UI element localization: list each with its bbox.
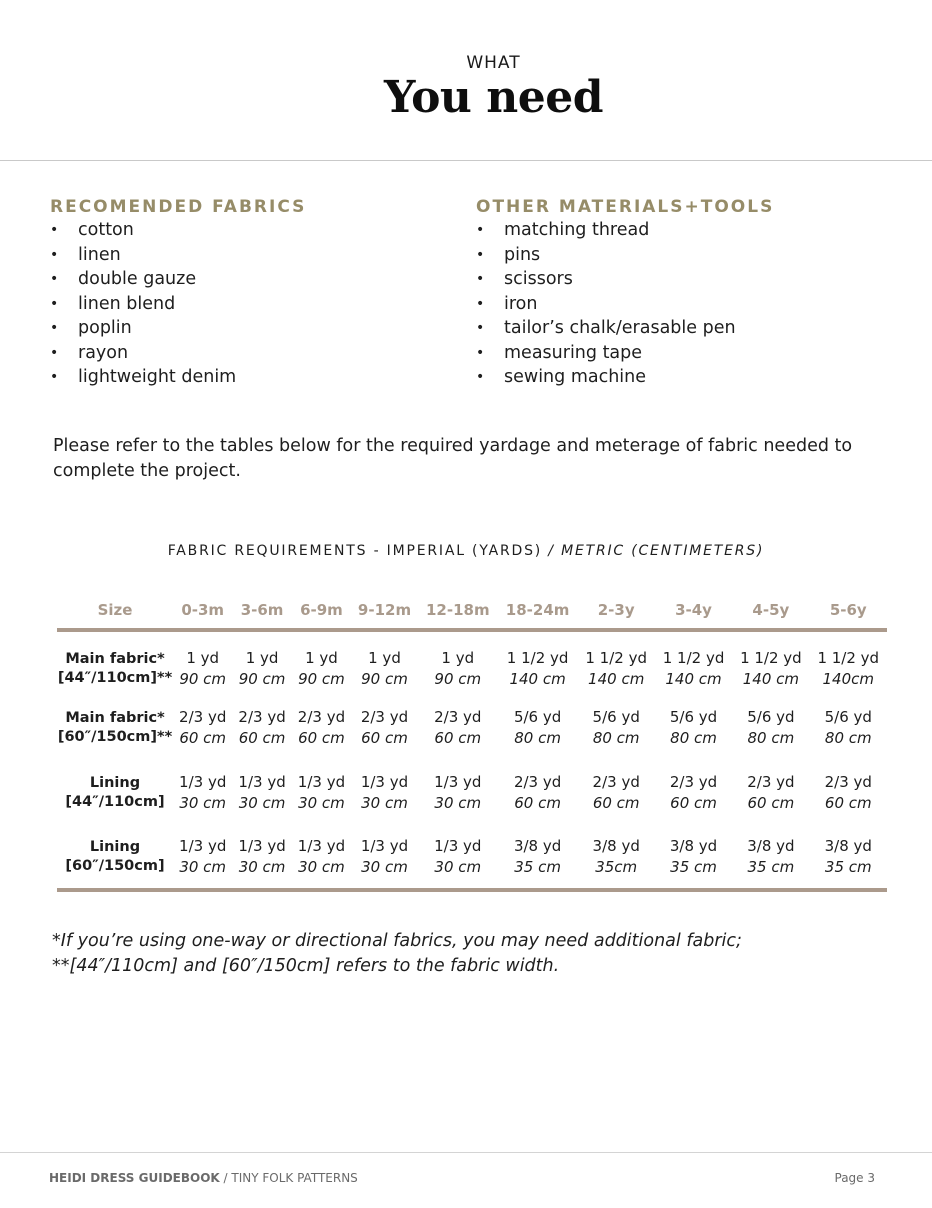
yardage-value: 1/3 yd (297, 836, 346, 855)
list-item-text: linen blend (78, 293, 176, 314)
column-header-age: 4-5y (752, 601, 790, 619)
table-cell (173, 695, 232, 760)
section-kicker: WHAT (466, 53, 521, 73)
yardage-value: 1 1/2 yd (506, 648, 569, 667)
metric-value: 90 cm (298, 669, 345, 688)
metric-value: 60 cm (747, 793, 795, 812)
table-cell (351, 630, 418, 695)
metric-value: 60 cm (238, 728, 286, 747)
yardage-value: 1/3 yd (238, 836, 286, 855)
metric-value: 80 cm (747, 728, 795, 747)
yardage-value: 1 1/2 yd (585, 648, 647, 667)
table-cell (498, 695, 578, 760)
row-label (57, 825, 173, 890)
yardage-value: 3/8 yd (592, 836, 640, 855)
row-label (57, 695, 173, 760)
table-cell (732, 695, 809, 760)
footer-brand: TINY FOLK PATTERNS (231, 1171, 358, 1185)
metric-value: 35 cm (747, 857, 795, 876)
list-item (50, 218, 306, 243)
list-item (476, 365, 774, 390)
table-cell (578, 630, 655, 695)
metric-value: 30 cm (361, 793, 408, 812)
table-cell (292, 695, 351, 760)
column-header-age: 9-12m (357, 601, 412, 619)
yardage-value: 2/3 yd (669, 772, 718, 791)
bullet-icon: • (50, 369, 59, 385)
table-row (57, 630, 887, 695)
metric-value: 30 cm (434, 793, 482, 812)
footer-divider (0, 1152, 932, 1153)
column-header-age: 18-24m (505, 601, 570, 619)
table-cell (810, 760, 887, 825)
row-label-name: Main fabric* (65, 709, 165, 726)
row-label-width: [44″/110cm]** (57, 669, 173, 686)
table-cell (810, 825, 887, 890)
table-cell (578, 825, 655, 890)
metric-value: 60 cm (670, 793, 717, 812)
yardage-value: 2/3 yd (513, 772, 562, 791)
yardage-value: 5/6 yd (824, 707, 872, 726)
metric-value: 60 cm (298, 728, 345, 747)
yardage-value: 5/6 yd (747, 707, 795, 726)
table-cell (418, 760, 498, 825)
yardage-value: 1 yd (368, 648, 401, 667)
metric-value: 140cm (822, 669, 875, 688)
page-number: Page 3 (834, 1171, 875, 1185)
list-item (50, 267, 306, 292)
page-title: You need (384, 72, 603, 123)
metric-value: 30 cm (179, 793, 227, 812)
metric-value: 140 cm (588, 669, 645, 688)
table-cell (292, 760, 351, 825)
list-item-text: linen (78, 244, 121, 265)
list-item (50, 341, 306, 366)
fabric-requirements-table (57, 592, 887, 892)
yardage-value: 2/3 yd (434, 707, 482, 726)
table-cell (292, 630, 351, 695)
metric-value: 90 cm (238, 669, 286, 688)
yardage-value: 2/3 yd (360, 707, 409, 726)
bullet-icon: • (476, 369, 485, 385)
column-header-age: 5-6y (829, 601, 867, 619)
yardage-value: 2/3 yd (824, 772, 872, 791)
table-cell (173, 630, 232, 695)
list-item (50, 365, 306, 390)
metric-value: 140 cm (742, 669, 799, 688)
metric-value: 30 cm (298, 857, 345, 876)
materials-tools-section (476, 197, 774, 390)
yardage-value: 2/3 yd (592, 772, 640, 791)
metric-value: 35 cm (514, 857, 561, 876)
bullet-icon: • (476, 320, 485, 336)
column-header-age: 2-3y (597, 601, 635, 619)
table-cell (655, 630, 732, 695)
yardage-value: 5/6 yd (513, 707, 562, 726)
yardage-value: 1/3 yd (434, 836, 482, 855)
list-item-text: rayon (78, 342, 129, 363)
table-cell (232, 825, 291, 890)
list-item-text: pins (504, 244, 541, 265)
table-cell (351, 695, 418, 760)
metric-value: 80 cm (824, 728, 872, 747)
recommended-fabrics-section (50, 197, 306, 390)
row-label (57, 630, 173, 695)
bullet-icon: • (50, 246, 59, 263)
yardage-value: 1/3 yd (360, 772, 409, 791)
metric-value: 90 cm (179, 669, 227, 688)
metric-value: 30 cm (179, 857, 227, 876)
metric-value: 35 cm (824, 857, 872, 876)
table-cell (578, 695, 655, 760)
list-item-text: matching thread (504, 220, 650, 240)
metric-value: 80 cm (592, 728, 640, 747)
table-cell (232, 695, 291, 760)
table-header-row (57, 592, 887, 630)
list-item-text: lightweight denim (78, 367, 237, 387)
metric-value: 30 cm (238, 793, 286, 812)
list-item-text: scissors (504, 269, 573, 289)
table-cell (173, 760, 232, 825)
yardage-value: 5/6 yd (592, 707, 640, 726)
yardage-value: 1 1/2 yd (817, 648, 880, 667)
yardage-value: 1 1/2 yd (662, 648, 725, 667)
metric-value: 60 cm (179, 728, 227, 747)
metric-value: 35 cm (670, 857, 717, 876)
table-cell (418, 630, 498, 695)
intro-paragraph: Please refer to the tables below for the required yardage and meterage of fabric needed to complete the project. (53, 436, 853, 481)
list-item-text: sewing machine (504, 367, 647, 387)
list-item (50, 243, 306, 268)
table-cell (418, 695, 498, 760)
footer-title (49, 1171, 358, 1185)
metric-value: 60 cm (824, 793, 872, 812)
yardage-value: 1/3 yd (434, 772, 482, 791)
row-label-name: Lining (89, 774, 141, 791)
column-header-size: Size (97, 601, 133, 619)
row-label (57, 760, 173, 825)
list-item-text: iron (504, 293, 538, 314)
table-cell (498, 760, 578, 825)
list-item-text: double gauze (78, 269, 197, 289)
yardage-value: 5/6 yd (669, 707, 718, 726)
footnote-line-2: **[44″/110cm] and [60″/150cm] refers to the fabric width. (52, 956, 560, 976)
metric-value: 140 cm (509, 669, 566, 688)
bullet-icon: • (476, 344, 485, 361)
table-title-metric: / METRIC (CENTIMETERS) (548, 543, 765, 559)
yardage-value: 1 yd (441, 648, 475, 667)
metric-value: 30 cm (434, 857, 482, 876)
list-item (476, 218, 774, 243)
table-cell (232, 760, 291, 825)
table-cell (498, 630, 578, 695)
table-cell (810, 630, 887, 695)
yardage-value: 2/3 yd (747, 772, 795, 791)
yardage-value: 2/3 yd (297, 707, 346, 726)
list-item-text: tailor’s chalk/erasable pen (504, 318, 736, 338)
table-cell (655, 825, 732, 890)
table-cell (578, 760, 655, 825)
table-cell (173, 825, 232, 890)
yardage-value: 1/3 yd (238, 772, 286, 791)
yardage-value: 3/8 yd (824, 836, 872, 855)
table-row (57, 695, 887, 760)
metric-value: 60 cm (434, 728, 482, 747)
row-label-name: Lining (89, 838, 141, 855)
bullet-icon: • (476, 246, 485, 263)
table-cell (351, 825, 418, 890)
column-header-age: 6-9m (300, 601, 343, 619)
metric-value: 30 cm (298, 793, 345, 812)
column-header-age: 3-6m (240, 601, 284, 619)
bullet-icon: • (50, 320, 59, 336)
row-label-width: [44″/110cm] (65, 793, 165, 810)
materials-tools-list (476, 218, 774, 390)
list-item (476, 341, 774, 366)
metric-value: 35cm (595, 857, 638, 876)
column-header-age: 12-18m (425, 601, 490, 619)
table-cell (232, 630, 291, 695)
footnote-line-1: *If you’re using one-way or directional fabrics, you may need additional fabric; (52, 931, 742, 951)
table-cell (655, 760, 732, 825)
metric-value: 30 cm (361, 857, 408, 876)
bullet-icon: • (476, 295, 485, 312)
metric-value: 90 cm (434, 669, 482, 688)
column-header-age: 3-4y (675, 601, 712, 619)
header-divider (0, 160, 932, 161)
table-cell (292, 825, 351, 890)
metric-value: 140 cm (665, 669, 722, 688)
row-label-width: [60″/150cm]** (57, 728, 173, 745)
table-cell (655, 695, 732, 760)
table-cell (498, 825, 578, 890)
footnote (52, 929, 892, 979)
row-label-width: [60″/150cm] (65, 857, 165, 874)
recommended-fabrics-list (50, 218, 306, 390)
list-item (50, 292, 306, 317)
table-cell (732, 825, 809, 890)
table-title-imperial: FABRIC REQUIREMENTS - IMPERIAL (YARDS) (167, 543, 543, 559)
metric-value: 60 cm (592, 793, 640, 812)
materials-tools-heading: OTHER MATERIALS+TOOLS (476, 197, 775, 217)
column-header-age: 0-3m (181, 601, 225, 619)
list-item (476, 267, 774, 292)
metric-value: 90 cm (361, 669, 408, 688)
table-cell (418, 825, 498, 890)
yardage-value: 1 yd (245, 648, 279, 667)
yardage-value: 1/3 yd (297, 772, 346, 791)
yardage-value: 1 1/2 yd (740, 648, 802, 667)
list-item (476, 243, 774, 268)
yardage-value: 1/3 yd (360, 836, 409, 855)
list-item (50, 316, 306, 341)
table-cell (732, 630, 809, 695)
list-item (476, 292, 774, 317)
yardage-value: 3/8 yd (513, 836, 562, 855)
yardage-value: 1/3 yd (179, 772, 227, 791)
list-item-text: measuring tape (504, 342, 643, 363)
bullet-icon: • (50, 295, 59, 312)
bullet-icon: • (476, 271, 485, 287)
table-cell (810, 695, 887, 760)
table-body (57, 630, 887, 890)
metric-value: 60 cm (361, 728, 408, 747)
metric-value: 80 cm (514, 728, 561, 747)
bullet-icon: • (50, 271, 59, 287)
list-item-text: cotton (78, 220, 134, 240)
footer-guidebook: HEIDI DRESS GUIDEBOOK (49, 1171, 220, 1185)
table-cell (351, 760, 418, 825)
yardage-value: 3/8 yd (669, 836, 718, 855)
table-row (57, 760, 887, 825)
yardage-value: 2/3 yd (238, 707, 286, 726)
yardage-value: 1 yd (305, 648, 338, 667)
table-cell (732, 760, 809, 825)
list-item-text: poplin (78, 318, 132, 338)
bullet-icon: • (50, 344, 59, 361)
yardage-value: 3/8 yd (747, 836, 795, 855)
metric-value: 60 cm (514, 793, 561, 812)
row-label-name: Main fabric* (65, 650, 165, 667)
recommended-fabrics-heading: RECOMENDED FABRICS (50, 197, 307, 217)
bullet-icon: • (476, 222, 485, 238)
list-item (476, 316, 774, 341)
bullet-icon: • (50, 222, 59, 238)
yardage-value: 1/3 yd (179, 836, 227, 855)
footer-separator: / (219, 1171, 232, 1185)
yardage-value: 2/3 yd (179, 707, 227, 726)
yardage-value: 1 yd (186, 648, 220, 667)
metric-value: 30 cm (238, 857, 286, 876)
table-row (57, 825, 887, 890)
metric-value: 80 cm (670, 728, 717, 747)
table-title (0, 543, 932, 559)
